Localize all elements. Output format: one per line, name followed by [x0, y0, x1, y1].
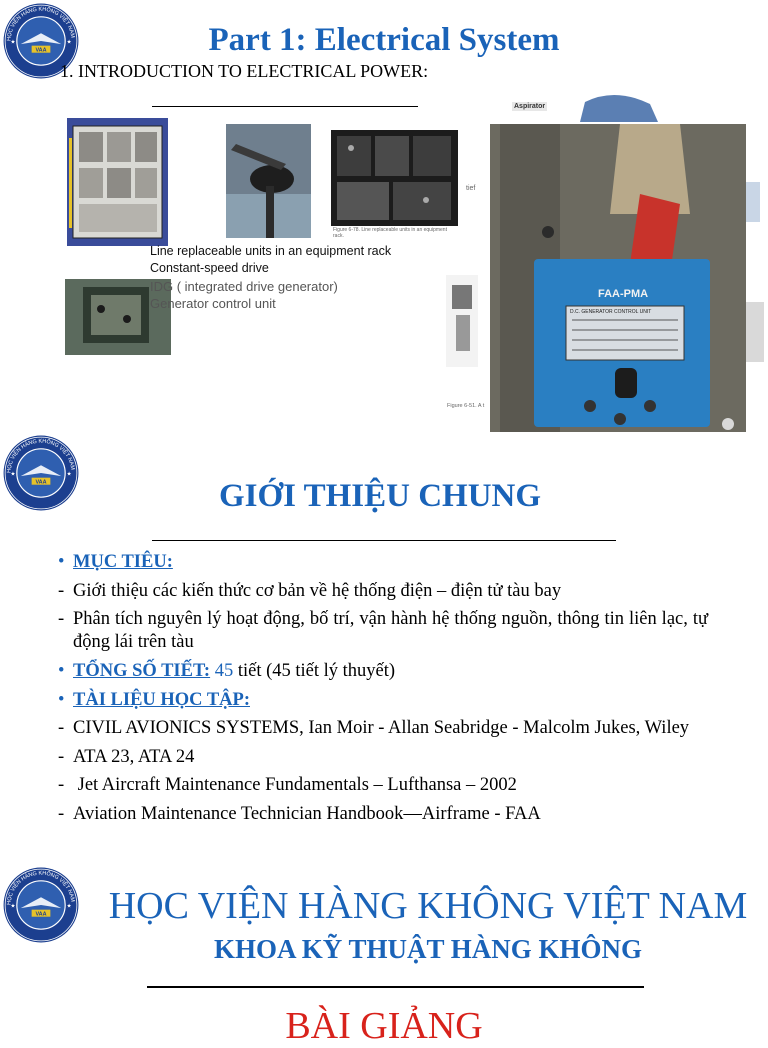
caption-constant-speed-drive: Constant-speed drive — [150, 261, 269, 275]
material-1: CIVIL AVIONICS SYSTEMS, Ian Moir - Allan Seabridge - Malcolm Jukes, Wiley — [73, 718, 690, 738]
caption-lru-rack: Line replaceable units in an equipment rack — [150, 244, 392, 258]
list-item — [58, 686, 708, 715]
list-item — [58, 743, 708, 772]
list-item — [58, 657, 708, 686]
figure-fragment-label: Figure 6-51. A t — [447, 403, 485, 409]
svg-text:★: ★ — [10, 39, 16, 46]
photo-equipment-rack — [331, 130, 458, 237]
section-heading: 1. INTRODUCTION TO ELECTRICAL POWER: — [60, 61, 429, 81]
list-item — [58, 605, 708, 657]
academy-name: HỌC VIỆN HÀNG KHÔNG VIỆT NAM — [108, 885, 748, 927]
materials-heading: TÀI LIỆU HỌC TẬP: — [73, 689, 250, 710]
faculty-name: KHOA KỸ THUẬT HÀNG KHÔNG — [213, 934, 643, 964]
list-item — [58, 714, 708, 743]
bullet-marker: • — [58, 661, 65, 681]
svg-text:HỌC VIỆN HÀNG KHÔNG VIỆT NAM: HỌC VIỆN HÀNG KHÔNG VIỆT NAM — [6, 438, 76, 474]
slide-title: GIỚI THIỆU CHUNG — [218, 478, 542, 514]
dash-marker: - — [58, 803, 65, 824]
lecture-title: BÀI GIẢNG — [285, 1005, 483, 1047]
cut-text-fragment: tief — [466, 185, 476, 192]
title-underline — [152, 540, 616, 541]
title-underline — [152, 106, 418, 107]
svg-text:VAA: VAA — [35, 47, 47, 54]
caption-generator-control-unit: Generator control unit — [150, 296, 276, 311]
bullet-marker: • — [58, 689, 65, 710]
objective-line-2: Phân tích nguyên lý hoạt động, bố trí, vận hành hệ thống nguồn, thông tin liên lạc, tự động lái trên tàu — [73, 609, 708, 652]
svg-text:HỌC VIỆN HÀNG KHÔNG VIỆT NAM: HỌC VIỆN HÀNG KHÔNG VIỆT NAM — [6, 870, 76, 906]
aspirator-label: Aspirator — [514, 103, 546, 110]
photo-partial-mechanism — [446, 275, 478, 367]
slide-general-introduction — [0, 432, 768, 854]
bullet-marker: • — [58, 552, 65, 572]
objective-line-1: Giới thiệu các kiến thức cơ bản về hệ thống điện – điện tử tàu bay — [73, 580, 562, 601]
title-underline — [147, 986, 644, 988]
total-periods-detail: tiết (45 tiết lý thuyết) — [233, 661, 396, 681]
total-periods-heading: TỔNG SỐ TIẾT: — [73, 661, 211, 681]
slide-title: Part 1: Electrical System — [208, 22, 560, 58]
rack-photo-caption: Figure 6-78. Line replaceable units in an equipment rack. — [333, 227, 447, 239]
list-item — [58, 577, 708, 606]
dash-marker: - — [58, 775, 65, 795]
list-item — [58, 800, 708, 829]
svg-text:HỌC VIỆN HÀNG KHÔNG VIỆT NAM: HỌC VIỆN HÀNG KHÔNG VIỆT NAM — [6, 6, 76, 42]
slide-electrical-system — [0, 0, 768, 432]
photo-constant-speed-drive — [226, 124, 311, 238]
svg-text:★: ★ — [66, 903, 72, 910]
gcu-brand-label: FAA-PMA — [598, 288, 649, 300]
material-3: Jet Aircraft Maintenance Fundamentals – Lufthansa – 2002 — [73, 775, 517, 795]
gcu-nameplate: D.C. GENERATOR CONTROL UNIT — [570, 309, 652, 315]
list-item — [58, 771, 708, 800]
svg-text:★: ★ — [66, 39, 72, 46]
svg-text:★: ★ — [10, 471, 16, 478]
dash-marker: - — [58, 609, 65, 629]
academy-logo — [2, 866, 80, 944]
logo-seal-icon — [2, 866, 80, 944]
svg-text:VAA: VAA — [35, 911, 47, 918]
svg-text:★: ★ — [10, 903, 16, 910]
caption-idg: IDG ( integrated drive generator) — [150, 279, 338, 294]
photo-lru-rack — [67, 118, 168, 246]
slide-cover — [0, 854, 768, 1047]
dash-marker: - — [58, 718, 65, 738]
material-2: ATA 23, ATA 24 — [73, 746, 195, 767]
dash-marker: - — [58, 580, 65, 601]
course-info-list — [58, 548, 708, 828]
svg-text:VAA: VAA — [35, 479, 47, 486]
svg-text:★: ★ — [66, 471, 72, 478]
total-periods-number: 45 — [214, 661, 234, 681]
material-4: Aviation Maintenance Technician Handbook—Airframe - FAA — [73, 803, 541, 824]
list-item — [58, 548, 708, 577]
dash-marker: - — [58, 746, 65, 767]
photo-generator-control-unit — [490, 124, 746, 432]
objective-heading: MỤC TIÊU: — [73, 552, 173, 572]
